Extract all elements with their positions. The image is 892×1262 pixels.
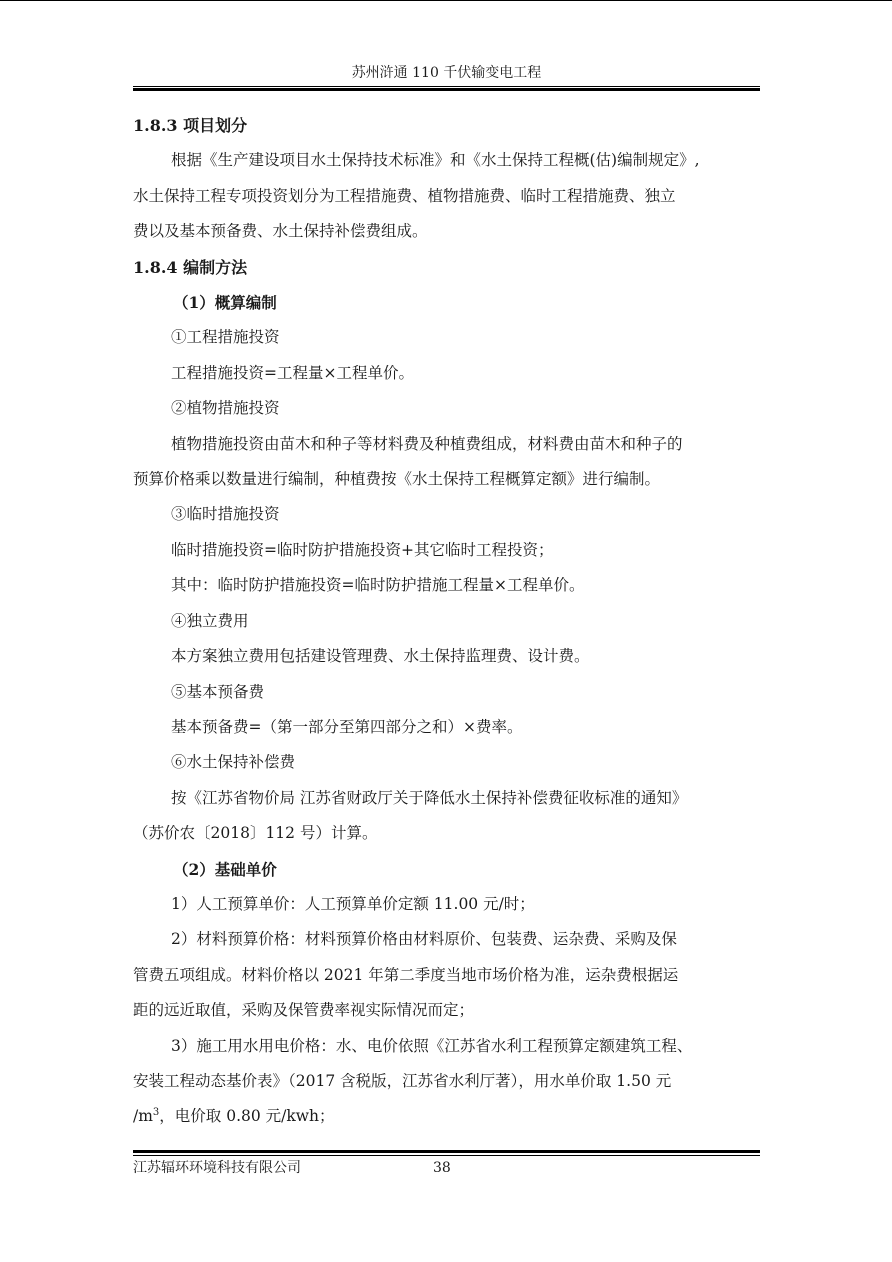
page-body — [133, 108, 760, 1135]
paragraph-line: 费以及基本预备费、水土保持补偿费组成。 — [133, 222, 428, 241]
page-header: 苏州浒通 110 千伏输变电工程 — [351, 65, 542, 81]
unit-text: /m — [133, 1107, 153, 1126]
item-text: 预算价格乘以数量进行编制，种植费按《水土保持工程概算定额》进行编制。 — [133, 470, 661, 489]
item-text: 工程措施投资=工程量×工程单价。 — [171, 363, 414, 382]
item-text: 基本预备费=（第一部分至第四部分之和）×费率。 — [171, 717, 523, 736]
footer-rule-thin — [133, 1155, 760, 1156]
item-text: （苏价农〔2018〕112 号）计算。 — [133, 824, 378, 843]
item-text: 临时措施投资=临时防护措施投资+其它临时工程投资； — [171, 540, 554, 559]
price-item: 管费五项组成。材料价格以 2021 年第二季度当地市场价格为准，运杂费根据运 — [133, 965, 679, 984]
price-item: 3）施工用水用电价格：水、电价依照《江苏省水利工程预算定额建筑工程、 — [171, 1036, 693, 1055]
footer-company: 江苏辐环环境科技有限公司 — [133, 1160, 301, 1176]
superscript: 3 — [152, 1107, 160, 1119]
item-title: ②植物措施投资 — [171, 399, 280, 418]
footer-rule-thick — [133, 1150, 760, 1153]
price-item: 2）材料预算价格：材料预算价格由材料原价、包装费、运杂费、采购及保 — [171, 930, 677, 949]
item-text: 按《江苏省物价局 江苏省财政厅关于降低水土保持补偿费征收标准的通知》 — [171, 788, 688, 807]
item-text: 本方案独立费用包括建设管理费、水土保持监理费、设计费。 — [171, 647, 590, 666]
price-item — [133, 1099, 760, 1134]
subheading-base-price: （2）基础单价 — [173, 859, 277, 879]
item-title: ⑤基本预备费 — [171, 682, 265, 701]
section-heading-1-8-3: 1.8.3 项目划分 — [133, 116, 248, 135]
paragraph-line: 根据《生产建设项目水土保持技术标准》和《水土保持工程概(估)编制规定》, — [171, 151, 700, 170]
price-text: ，电价取 0.80 元/kwh； — [159, 1107, 335, 1126]
price-item: 1）人工预算单价：人工预算单价定额 11.00 元/时； — [171, 894, 535, 913]
item-title: ③临时措施投资 — [171, 505, 280, 524]
header-rule-thick — [133, 88, 760, 91]
page-number: 38 — [433, 1160, 451, 1176]
item-text: 植物措施投资由苗木和种子等材料费及种植费组成，材料费由苗木和种子的 — [171, 434, 683, 453]
item-title: ①工程措施投资 — [171, 328, 280, 347]
price-item: 安装工程动态基价表》（2017 含税版，江苏省水利厅著），用水单价取 1.50 元 — [133, 1071, 672, 1090]
item-title: ⑥水土保持补偿费 — [171, 753, 296, 772]
price-item: 距的远近取值，采购及保管费率视实际情况而定； — [133, 1001, 475, 1020]
header-rule-thin — [133, 86, 760, 87]
section-heading-1-8-4: 1.8.4 编制方法 — [133, 257, 248, 277]
subheading-estimate: （1）概算编制 — [173, 293, 277, 313]
item-text: 其中：临时防护措施投资=临时防护措施工程量×工程单价。 — [171, 576, 585, 595]
paragraph-line: 水土保持工程专项投资划分为工程措施费、植物措施费、临时工程措施费、独立 — [133, 186, 676, 205]
item-title: ④独立费用 — [171, 611, 249, 630]
page-top-edge — [0, 0, 892, 1]
